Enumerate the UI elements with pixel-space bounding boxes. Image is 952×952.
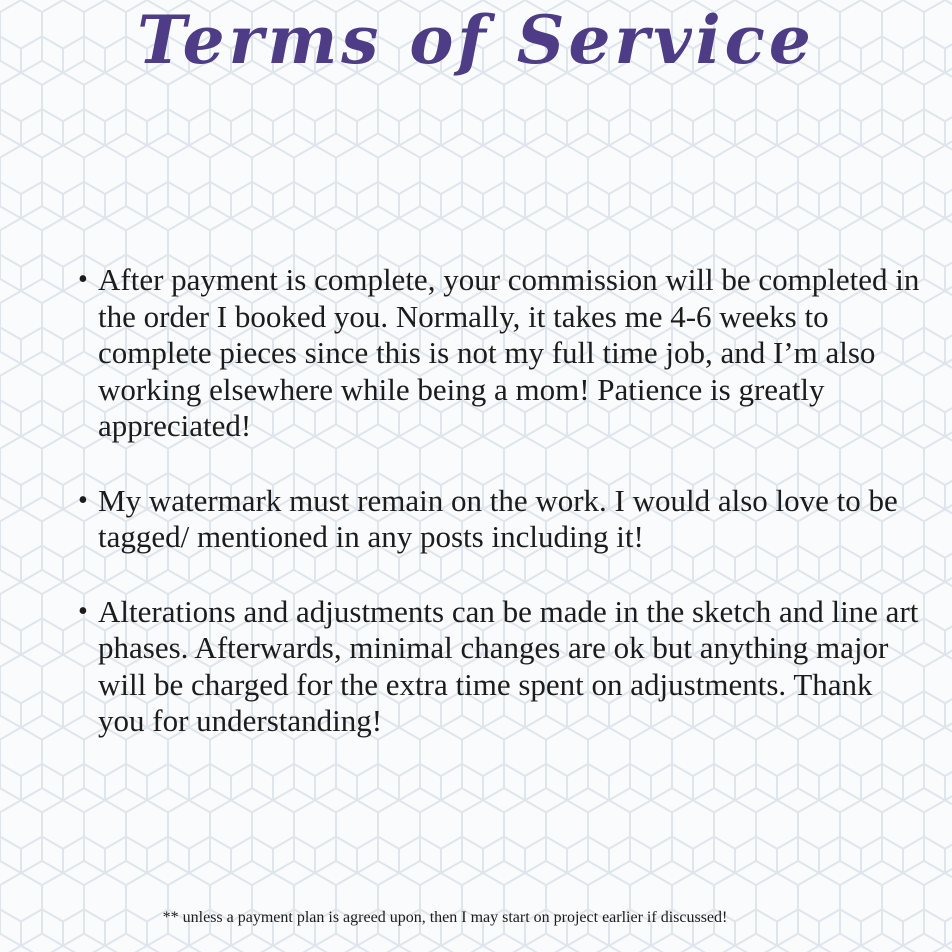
term-text: Alterations and adjustments can be made in the sketch and line art phases. Afterwards, minimal changes are ok but anything major will be charged for the extra time spent on adjustments. Thank you for understanding!: [98, 593, 919, 738]
bullet-icon: •: [78, 264, 88, 295]
term-text: After payment is complete, your commission will be completed in the order I booked you. Normally, it takes me 4-6 weeks to complete pieces since this is not my full time job, and I’m also working elsewhere while being a mom! Patience is greatly appreciated!: [98, 262, 920, 443]
term-alterations: [78, 594, 924, 740]
footnote: ** unless a payment plan is agreed upon, then I may start on project earlier if discussed!: [162, 909, 728, 926]
bullet-icon: •: [78, 595, 88, 627]
page-title: Terms of Service: [137, 1, 815, 79]
term-payment-order: [78, 262, 924, 445]
terms-list: [78, 262, 924, 778]
term-watermark: [78, 483, 924, 556]
term-text: My watermark must remain on the work. I would also love to be tagged/ mentioned in any posts including it!: [98, 482, 898, 554]
bullet-icon: •: [78, 484, 88, 516]
